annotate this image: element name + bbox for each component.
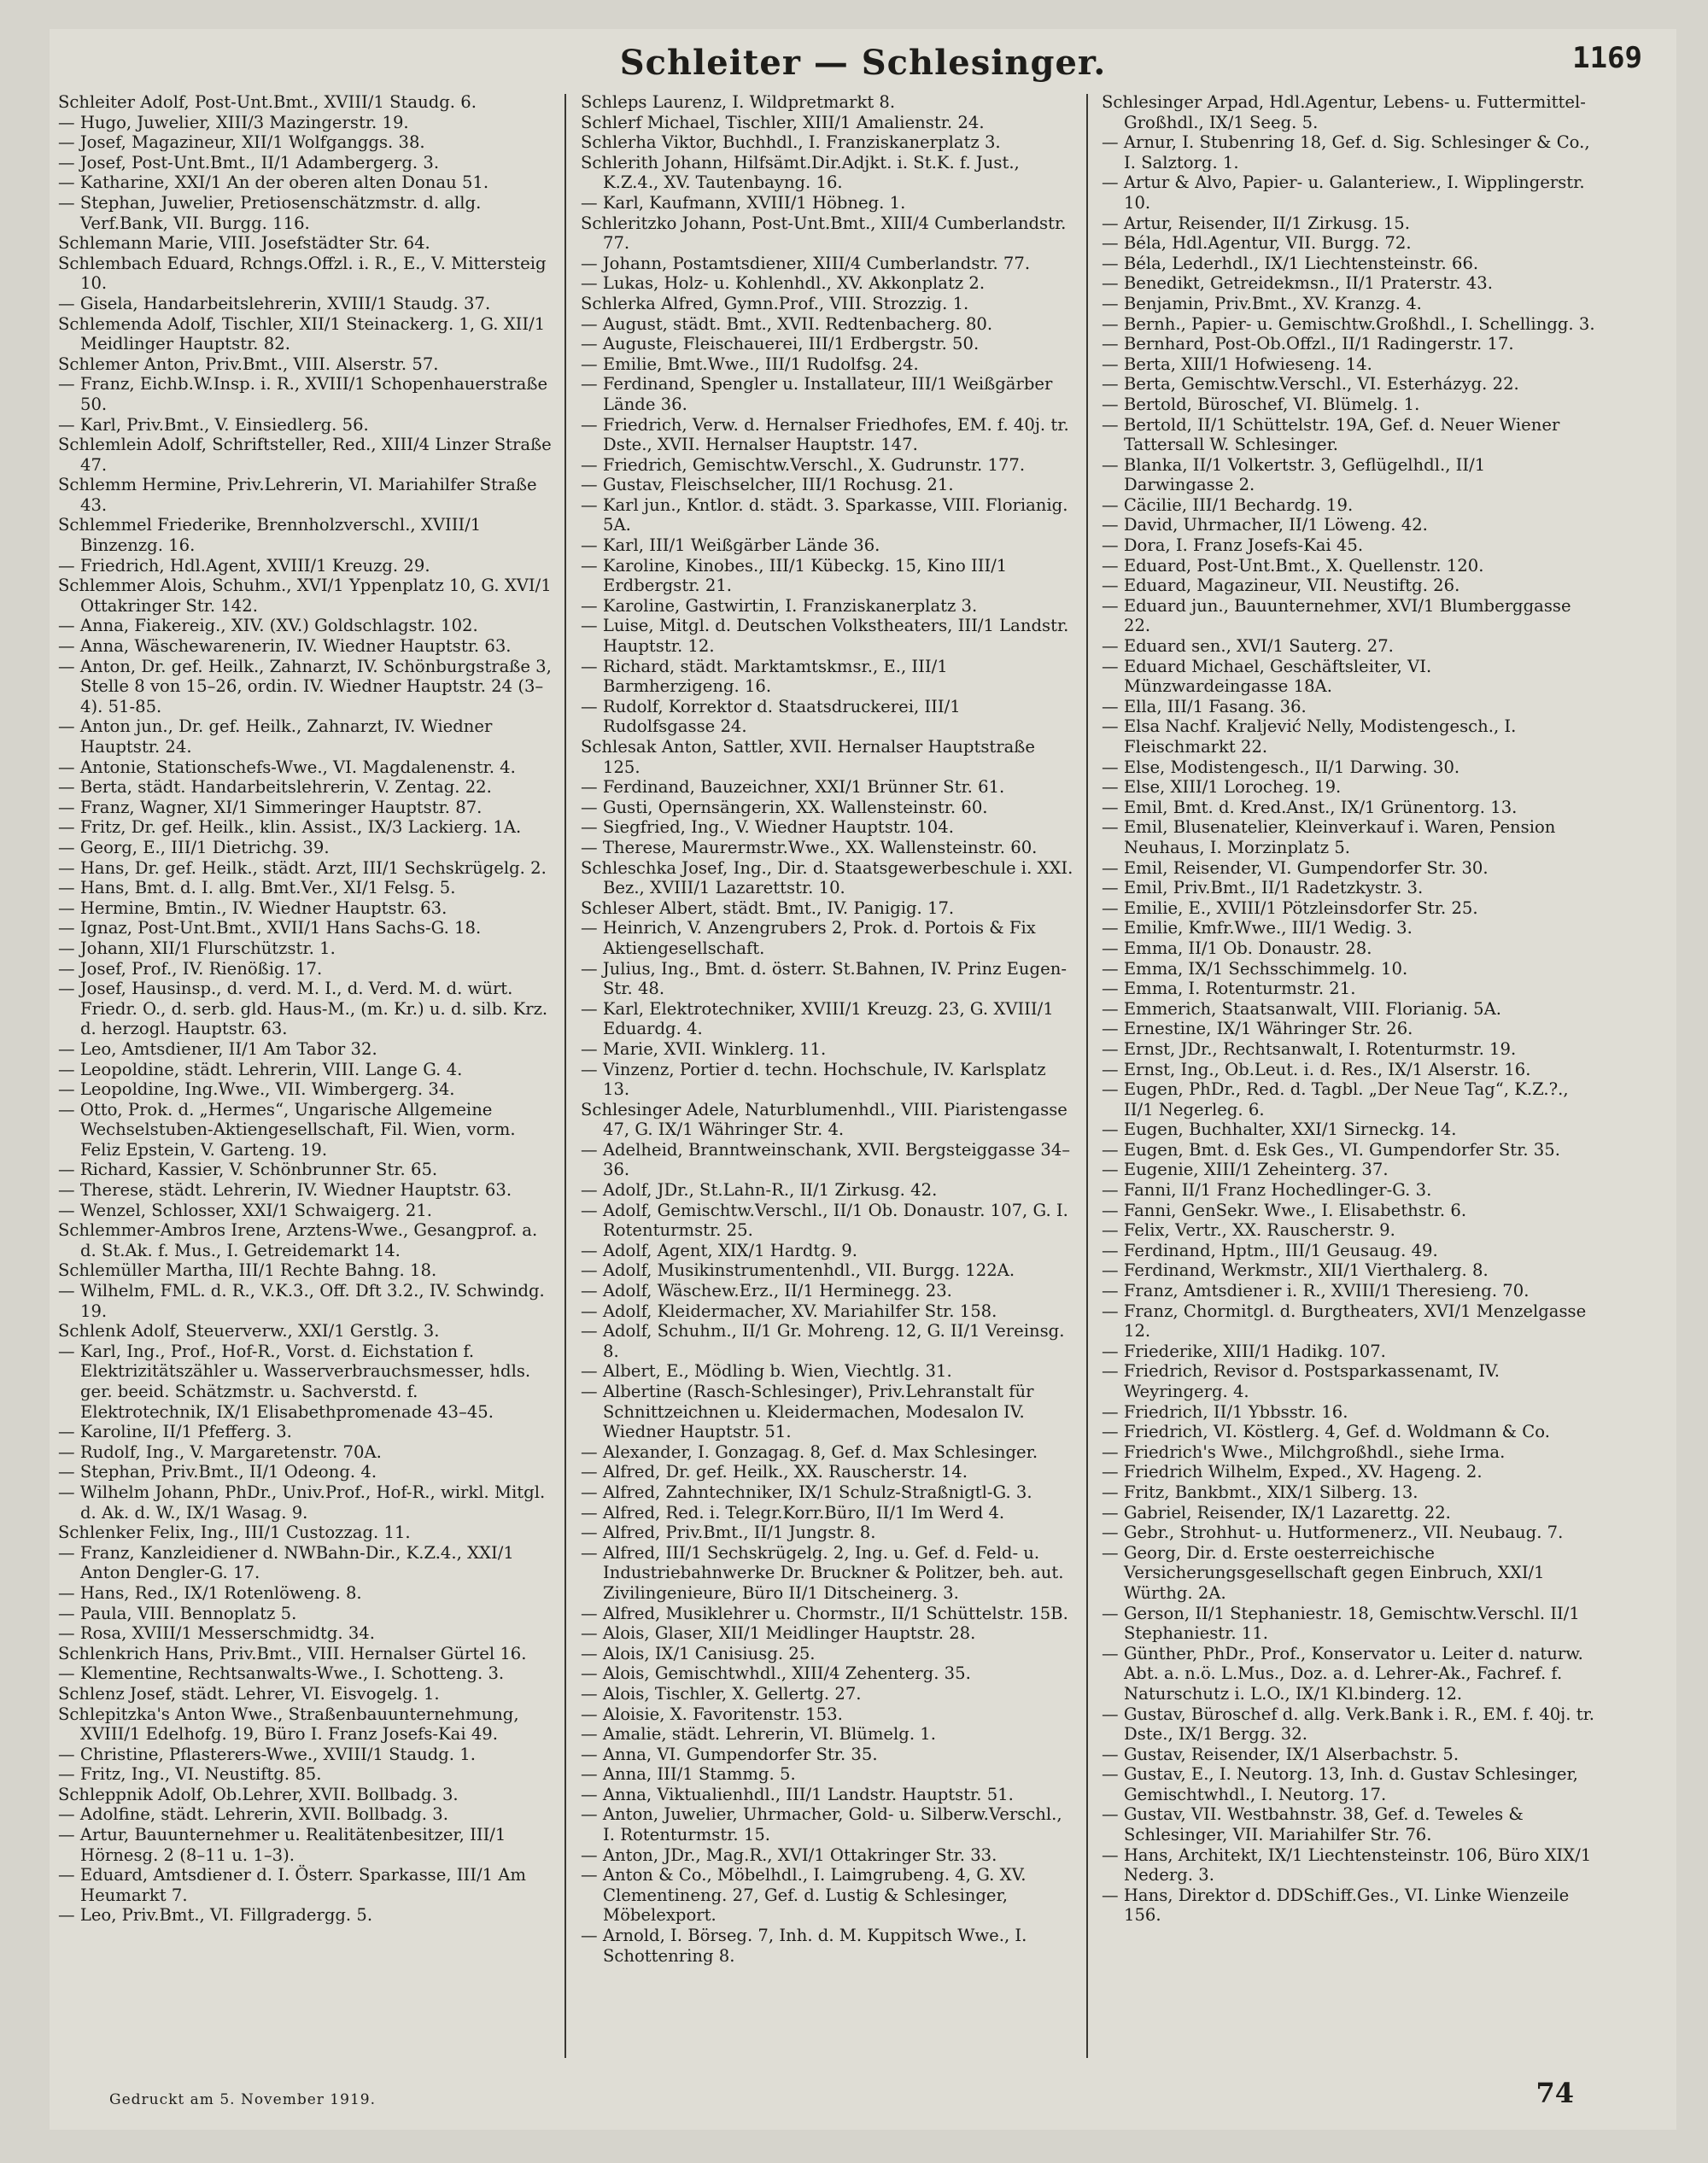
directory-entry: — Artur, Reisender, II/1 Zirkusg. 15. (1102, 213, 1410, 233)
directory-entry: — Gusti, Opernsängerin, XX. Wallensteinstr. 60. (581, 797, 988, 817)
directory-entry: — Emil, Blusenatelier, Kleinverkauf i. Waren, Pension Neuhaus, I. Morzinplatz 5. (1102, 817, 1556, 857)
directory-entry: — Johann, Postamtsdiener, XIII/4 Cumberlandstr. 77. (581, 253, 1031, 273)
directory-entry: Schleppnik Adolf, Ob.Lehrer, XVII. Bollbadg. 3. (58, 1784, 459, 1804)
directory-entry: — Anna, Wäschewarenerin, IV. Wiedner Hauptstr. 63. (58, 636, 512, 657)
directory-entry: — Arnur, I. Stubenring 18, Gef. d. Sig. Schlesinger & Co., I. Salztorg. 1. (1102, 132, 1590, 172)
directory-entry: — Richard, städt. Marktamtskmsr., E., III/1 Barmherzigeng. 16. (581, 656, 948, 697)
directory-entry: — Wilhelm Johann, PhDr., Univ.Prof., Hof-R., wirkl. Mitgl. d. Ak. d. W., IX/1 Wasag. 9. (58, 1482, 546, 1523)
directory-entry: Schlemm Hermine, Priv.Lehrerin, VI. Mariahilfer Straße 43. (58, 475, 537, 515)
directory-entry: — Anton, Juwelier, Uhrmacher, Gold- u. Silberw.Verschl., I. Rotenturmstr. 15. (581, 1804, 1062, 1845)
directory-entry: — David, Uhrmacher, II/1 Löweng. 42. (1102, 515, 1428, 535)
directory-entry: — Friedrich, VI. Köstlerg. 4, Gef. d. Woldmann & Co. (1102, 1422, 1550, 1442)
page-number: 1169 (1572, 41, 1642, 75)
directory-entry: — Franz, Wagner, XI/1 Simmeringer Hauptstr. 87. (58, 797, 483, 817)
directory-entry: — Fritz, Dr. gef. Heilk., klin. Assist., IX/3 Lackierg. 1A. (58, 817, 522, 838)
page-header (50, 38, 1676, 89)
directory-entry: — Leo, Priv.Bmt., VI. Fillgradergg. 5. (58, 1905, 373, 1926)
directory-entry: — Eduard, Magazineur, VII. Neustiftg. 26. (1102, 576, 1460, 596)
directory-entry: — Ernst, Ing., Ob.Leut. i. d. Res., IX/1 Alserstr. 16. (1102, 1059, 1531, 1079)
directory-entry: — Eugen, Buchhalter, XXI/1 Sirneckg. 14. (1102, 1119, 1457, 1140)
directory-entry: Schlemmel Friederike, Brennholzverschl., XVIII/1 Binzenzg. 16. (58, 515, 482, 556)
directory-entry: — Friedrich, Hdl.Agent, XVIII/1 Kreuzg. 29. (58, 555, 430, 576)
directory-entry: — Ella, III/1 Fasang. 36. (1102, 696, 1307, 716)
directory-column-1 (58, 92, 553, 1926)
directory-entry: Schlenker Felix, Ing., III/1 Custozzag. 11. (58, 1523, 411, 1543)
directory-entry: — Adolf, Wäschew.Erz., II/1 Herminegg. 23. (581, 1281, 952, 1301)
directory-entry: — Wilhelm, FML. d. R., V.K.3., Off. Dft 3.2., IV. Schwindg. 19. (58, 1281, 545, 1321)
directory-entry: — Gustav, VII. Westbahnstr. 38, Gef. d. Teweles & Schlesinger, VII. Mariahilfer Str. 76. (1102, 1804, 1524, 1845)
directory-entry: — Anna, III/1 Stammg. 5. (581, 1764, 796, 1785)
directory-entry: — Adolf, Kleidermacher, XV. Mariahilfer Str. 158. (581, 1301, 997, 1321)
directory-entry: — Ferdinand, Bauzeichner, XXI/1 Brünner Str. 61. (581, 777, 1005, 798)
column-divider (564, 94, 566, 2058)
directory-entry: — Emmerich, Staatsanwalt, VIII. Florianig. 5A. (1102, 998, 1502, 1019)
directory-entry: — Fanni, II/1 Franz Hochedlinger-G. 3. (1102, 1180, 1432, 1201)
directory-entry: — Dora, I. Franz Josefs-Kai 45. (1102, 535, 1364, 556)
directory-entry: — Fritz, Ing., VI. Neustiftg. 85. (58, 1764, 322, 1785)
directory-entry: Schlembach Eduard, Rchngs.Offzl. i. R., E., V. Mittersteig 10. (58, 253, 547, 294)
directory-entry: — Anton, JDr., Mag.R., XVI/1 Ottakringer Str. 33. (581, 1844, 997, 1865)
directory-column-3 (1102, 92, 1597, 1926)
directory-entry: — Georg, Dir. d. Erste oesterreichische Versicherungsgesellschaft gegen Einbruch, XXI/1 Würthg. 2A. (1102, 1542, 1545, 1603)
directory-entry: — Hugo, Juwelier, XIII/3 Mazingerstr. 19. (58, 112, 409, 132)
directory-entry: Schlerith Johann, Hilfsämt.Dir.Adjkt. i. St.K. f. Just., K.Z.4., XV. Tautenbayng. 16. (581, 152, 1020, 193)
directory-page (50, 29, 1676, 2130)
directory-entry: Schlemenda Adolf, Tischler, XII/1 Steinackerg. 1, G. XII/1 Meidlinger Hauptstr. 82. (58, 313, 546, 354)
directory-entry: — Eduard jun., Bauunternehmer, XVI/1 Blumberggasse 22. (1102, 595, 1571, 636)
directory-entry: — Gabriel, Reisender, IX/1 Lazarettg. 22. (1102, 1502, 1451, 1523)
directory-entry: — Marie, XVII. Winklerg. 11. (581, 1038, 827, 1059)
directory-entry: Schlesinger Arpad, Hdl.Agentur, Lebens- u. Futtermittel-Großhdl., IX/1 Seeg. 5. (1102, 92, 1586, 132)
directory-entry: — Ferdinand, Hptm., III/1 Geusaug. 49. (1102, 1240, 1438, 1260)
directory-entry: — Artur & Alvo, Papier- u. Galanteriew., I. Wipplingerstr. 10. (1102, 172, 1585, 213)
directory-entry: — Gustav, Büroschef d. allg. Verk.Bank i. R., EM. f. 40j. tr. Dste., IX/1 Bergg. 32. (1102, 1704, 1595, 1745)
directory-entry: — Karl, Ing., Prof., Hof-R., Vorst. d. Eichstation f. Elektrizitätszähler u. Wasserverbrauchsmesser, hdls. ger. beeid. Schätzmstr. u. Sachverstd. f. Elektrotechnik, IX/1 Elisabethpromenade 43–45. (58, 1341, 531, 1422)
directory-entry: — Hans, Architekt, IX/1 Liechtensteinstr. 106, Büro XIX/1 Nederg. 3. (1102, 1844, 1592, 1885)
directory-entry: — Hans, Red., IX/1 Rotenlöweng. 8. (58, 1582, 362, 1603)
directory-entry: — Friedrich, Revisor d. Postsparkassenamt, IV. Weyringerg. 4. (1102, 1361, 1500, 1401)
directory-entry: — August, städt. Bmt., XVII. Redtenbacherg. 80. (581, 313, 993, 334)
directory-entry: — Hans, Bmt. d. I. allg. Bmt.Ver., XI/1 Felsg. 5. (58, 878, 456, 898)
directory-entry: — Therese, Maurermstr.Wwe., XX. Wallensteinstr. 60. (581, 837, 1038, 857)
directory-entry: — Hans, Direktor d. DDSchiff.Ges., VI. Linke Wienzeile 156. (1102, 1885, 1570, 1926)
directory-entry: — Artur, Bauunternehmer u. Realitätenbesitzer, III/1 Hörnesg. 2 (8–11 u. 1–3). (58, 1825, 506, 1865)
directory-entry: — Leo, Amtsdiener, II/1 Am Tabor 32. (58, 1038, 377, 1059)
directory-entry: — Alfred, Dr. gef. Heilk., XX. Rauscherstr. 14. (581, 1462, 968, 1482)
directory-entry: Schlenkrich Hans, Priv.Bmt., VIII. Hernalser Gürtel 16. (58, 1643, 527, 1663)
directory-entry: — Gustav, E., I. Neutorg. 13, Inh. d. Gustav Schlesinger, Gemischtwhdl., I. Neutorg. 17. (1102, 1764, 1578, 1804)
directory-entry: Schlerha Viktor, Buchhdl., I. Franziskanerplatz 3. (581, 132, 1001, 153)
directory-entry: — Eugen, PhDr., Red. d. Tagbl. „Der Neue Tag“, K.Z.?., II/1 Negerleg. 6. (1102, 1079, 1569, 1119)
directory-entry: — Karl, Kaufmann, XVIII/1 Höbneg. 1. (581, 192, 906, 213)
directory-entry: — Alfred, Red. i. Telegr.Korr.Büro, II/1 Im Werd 4. (581, 1502, 1005, 1523)
directory-entry: — Karl, Elektrotechniker, XVIII/1 Kreuzg. 23, G. XVIII/1 Eduardg. 4. (581, 998, 1054, 1039)
directory-entry: — Ferdinand, Spengler u. Installateur, III/1 Weißgärber Lände 36. (581, 374, 1053, 414)
sheet-number: 74 (1535, 2077, 1574, 2109)
directory-entry: — Antonie, Stationschefs-Wwe., VI. Magdalenenstr. 4. (58, 757, 516, 777)
directory-entry: Schleser Albert, städt. Bmt., IV. Panigig. 17. (581, 897, 955, 918)
directory-entry: — Rudolf, Korrektor d. Staatsdruckerei, III/1 Rudolfsgasse 24. (581, 696, 961, 737)
directory-entry: — Cäcilie, III/1 Bechardg. 19. (1102, 494, 1354, 515)
directory-entry: — Friedrich, II/1 Ybbsstr. 16. (1102, 1401, 1348, 1422)
directory-entry: — Johann, XII/1 Flurschützstr. 1. (58, 938, 336, 958)
directory-entry: — Eugen, Bmt. d. Esk Ges., VI. Gumpendorfer Str. 35. (1102, 1139, 1560, 1160)
directory-entry: — Paula, VIII. Bennoplatz 5. (58, 1603, 297, 1623)
directory-entry: — Emil, Priv.Bmt., II/1 Radetzkystr. 3. (1102, 878, 1424, 898)
directory-entry: — Gerson, II/1 Stephaniestr. 18, Gemischtw.Verschl. II/1 Stephaniestr. 11. (1102, 1603, 1580, 1644)
directory-entry: — Karoline, Kinobes., III/1 Kübeckg. 15, Kino III/1 Erdbergstr. 21. (581, 555, 1008, 596)
directory-entry: — Bernhard, Post-Ob.Offzl., II/1 Radingerstr. 17. (1102, 334, 1514, 354)
directory-entry: — Else, XIII/1 Lorocheg. 19. (1102, 777, 1342, 798)
directory-entry: — Josef, Hausinsp., d. verd. M. I., d. Verd. M. d. würt. Friedr. O., d. serb. gld. Haus-M., (m. Kr.) u. d. silb. Krz. d. herzogl. Hauptstr. 63. (58, 979, 548, 1039)
directory-entry: — Hermine, Bmtin., IV. Wiedner Hauptstr. 63. (58, 897, 447, 918)
directory-entry: — Alfred, III/1 Sechskrügelg. 2, Ing. u. Gef. d. Feld- u. Industriebahnwerke Dr. Bruckner & Politzer, beh. aut. Zivilingenieure, Büro II/1 Ditscheinerg. 3. (581, 1542, 1064, 1603)
directory-entry: — Karoline, Gastwirtin, I. Franziskanerplatz 3. (581, 595, 978, 616)
directory-entry: — Blanka, II/1 Volkertstr. 3, Geflügelhdl., II/1 Darwingasse 2. (1102, 454, 1486, 495)
directory-entry: Schleiter Adolf, Post-Unt.Bmt., XVIII/1 Staudg. 6. (58, 92, 477, 112)
directory-entry: — Amalie, städt. Lehrerin, VI. Blümelg. 1. (581, 1724, 936, 1745)
directory-entry: — Alois, Tischler, X. Gellertg. 27. (581, 1683, 862, 1704)
directory-entry: — Katharine, XXI/1 An der oberen alten Donau 51. (58, 172, 489, 193)
directory-entry: — Benedikt, Getreidekmsn., II/1 Praterstr. 43. (1102, 273, 1493, 294)
directory-entry: — Bertold, II/1 Schüttelstr. 19A, Gef. d. Neuer Wiener Tattersall W. Schlesinger. (1102, 414, 1560, 455)
directory-entry: — Stephan, Priv.Bmt., II/1 Odeong. 4. (58, 1462, 377, 1482)
directory-entry: — Emma, II/1 Ob. Donaustr. 28. (1102, 938, 1372, 958)
directory-entry: — Friederike, XIII/1 Hadikg. 107. (1102, 1341, 1386, 1361)
directory-entry: — Rosa, XVIII/1 Messerschmidtg. 34. (58, 1623, 375, 1644)
directory-entry: — Alfred, Zahntechniker, IX/1 Schulz-Straßnigtl-G. 3. (581, 1482, 1032, 1502)
directory-entry: — Josef, Post-Unt.Bmt., II/1 Adambergerg. 3. (58, 152, 440, 172)
running-head: Schleiter — Schlesinger. (619, 43, 1107, 83)
directory-entry: — Vinzenz, Portier d. techn. Hochschule, IV. Karlsplatz 13. (581, 1059, 1046, 1100)
directory-entry: — Wenzel, Schlosser, XXI/1 Schwaigerg. 21. (58, 1200, 433, 1220)
directory-entry: Schlemmer-Ambros Irene, Arztens-Wwe., Gesangprof. a. d. St.Ak. f. Mus., I. Getreidemarkt 14. (58, 1220, 538, 1260)
directory-entry: — Alois, Gemischtwhdl., XIII/4 Zehenterg. 35. (581, 1663, 971, 1684)
directory-entry: Schleritzko Johann, Post-Unt.Bmt., XIII/4 Cumberlandstr. 77. (581, 213, 1067, 254)
directory-entry: — Hans, Dr. gef. Heilk., städt. Arzt, III/1 Sechskrügelg. 2. (58, 857, 547, 878)
directory-entry: — Eduard, Amtsdiener d. I. Österr. Sparkasse, III/1 Am Heumarkt 7. (58, 1865, 527, 1905)
directory-entry: — Berta, Gemischtw.Verschl., VI. Esterházyg. 22. (1102, 374, 1519, 395)
directory-entry: — Siegfried, Ing., V. Wiedner Hauptstr. 104. (581, 817, 954, 838)
directory-entry: Schlerf Michael, Tischler, XIII/1 Amalienstr. 24. (581, 112, 985, 132)
directory-entry: — Adolf, JDr., St.Lahn-R., II/1 Zirkusg. 42. (581, 1180, 938, 1201)
directory-entry: Schlerka Alfred, Gymn.Prof., VIII. Strozzig. 1. (581, 293, 969, 313)
directory-entry: — Franz, Eichb.W.Insp. i. R., XVIII/1 Schopenhauerstraße 50. (58, 374, 548, 414)
directory-entry: — Adelheid, Branntweinschank, XVII. Bergsteiggasse 34–36. (581, 1139, 1071, 1180)
directory-entry: — Luise, Mitgl. d. Deutschen Volkstheaters, III/1 Landstr. Hauptstr. 12. (581, 616, 1069, 657)
directory-entry: — Fritz, Bankbmt., XIX/1 Silberg. 13. (1102, 1482, 1418, 1502)
directory-entry: — Benjamin, Priv.Bmt., XV. Kranzg. 4. (1102, 293, 1422, 313)
directory-entry: — Fanni, GenSekr. Wwe., I. Elisabethstr. 6. (1102, 1200, 1467, 1220)
directory-entry: — Elsa Nachf. Kraljević Nelly, Modistengesch., I. Fleischmarkt 22. (1102, 716, 1517, 757)
directory-entry: — Emilie, Bmt.Wwe., III/1 Rudolfsg. 24. (581, 354, 919, 374)
directory-entry: — Karl, III/1 Weißgärber Lände 36. (581, 535, 880, 556)
directory-entry: — Günther, PhDr., Prof., Konservator u. Leiter d. naturw. Abt. a. n.ö. L.Mus., Doz. a. d. Lehrer-Ak., Fachref. f. Naturschutz i. L.O., IX/1 Kl.binderg. 12. (1102, 1643, 1583, 1704)
directory-entry: — Anton & Co., Möbelhdl., I. Laimgrubeng. 4, G. XV. Clementineng. 27, Gef. d. Lustig & Schlesinger, Möbelexport. (581, 1865, 1027, 1926)
directory-entry: — Franz, Chormitgl. d. Burgtheaters, XVI/1 Menzelgasse 12. (1102, 1301, 1587, 1342)
column-divider (1086, 94, 1088, 2058)
directory-entry: — Friedrich Wilhelm, Exped., XV. Hageng. 2. (1102, 1462, 1483, 1482)
directory-entry: — Béla, Hdl.Agentur, VII. Burgg. 72. (1102, 233, 1412, 254)
directory-entry: — Anna, Viktualienhdl., III/1 Landstr. Hauptstr. 51. (581, 1784, 1014, 1804)
directory-entry: — Berta, XIII/1 Hofwieseng. 14. (1102, 354, 1372, 374)
directory-entry: — Emilie, E., XVIII/1 Pötzleinsdorfer Str. 25. (1102, 897, 1478, 918)
directory-entry: — Bernh., Papier- u. Gemischtw.Großhdl., I. Schellingg. 3. (1102, 313, 1595, 334)
directory-column-2 (581, 92, 1076, 1966)
directory-entry: — Emilie, Kmfr.Wwe., III/1 Wedig. 3. (1102, 918, 1413, 938)
directory-entry: — Rudolf, Ing., V. Margaretenstr. 70A. (58, 1441, 382, 1462)
directory-entry: Schlepitzka's Anton Wwe., Straßenbauunternehmung, XVIII/1 Edelhofg. 19, Büro I. Franz Josefs-Kai 49. (58, 1704, 519, 1745)
directory-entry: — Ferdinand, Werkmstr., XII/1 Vierthalerg. 8. (1102, 1260, 1489, 1281)
directory-entry: — Gustav, Fleischselcher, III/1 Rochusg. 21. (581, 475, 954, 495)
directory-entry: — Arnold, I. Börseg. 7, Inh. d. M. Kuppitsch Wwe., I. Schottenring 8. (581, 1926, 1027, 1966)
directory-entry: — Friedrich's Wwe., Milchgroßhdl., siehe Irma. (1102, 1441, 1506, 1462)
directory-entry: — Georg, E., III/1 Dietrichg. 39. (58, 837, 330, 857)
directory-entry: — Gustav, Reisender, IX/1 Alserbachstr. 5. (1102, 1744, 1459, 1764)
directory-entry: — Therese, städt. Lehrerin, IV. Wiedner Hauptstr. 63. (58, 1180, 512, 1201)
directory-entry: — Eduard, Post-Unt.Bmt., X. Quellenstr. 120. (1102, 555, 1484, 576)
directory-entry: — Alois, Glaser, XII/1 Meidlinger Hauptstr. 28. (581, 1623, 976, 1644)
directory-entry: — Bertold, Büroschef, VI. Blümelg. 1. (1102, 394, 1420, 414)
directory-entry: — Emma, IX/1 Sechsschimmelg. 10. (1102, 958, 1408, 979)
directory-entry: — Friedrich, Verw. d. Hernalser Friedhofes, EM. f. 40j. tr. Dste., XVII. Hernalser Hauptstr. 147. (581, 414, 1069, 455)
directory-entry: — Franz, Amtsdiener i. R., XVIII/1 Theresieng. 70. (1102, 1281, 1530, 1301)
directory-entry: Schleps Laurenz, I. Wildpretmarkt 8. (581, 92, 896, 112)
directory-entry: — Adolf, Gemischtw.Verschl., II/1 Ob. Donaustr. 107, G. I. Rotenturmstr. 25. (581, 1200, 1068, 1241)
directory-entry: — Eduard sen., XVI/1 Sauterg. 27. (1102, 636, 1394, 657)
directory-entry: — Karoline, II/1 Pfefferg. 3. (58, 1422, 292, 1442)
directory-entry: — Christine, Pflasterers-Wwe., XVIII/1 Staudg. 1. (58, 1744, 476, 1764)
directory-entry: — Josef, Magazineur, XII/1 Wolfganggs. 38. (58, 132, 425, 153)
directory-entry: Schlenk Adolf, Steuerverw., XXI/1 Gerstlg. 3. (58, 1321, 440, 1342)
directory-entry: — Emma, I. Rotenturmstr. 21. (1102, 979, 1356, 999)
directory-entry: Schlemer Anton, Priv.Bmt., VIII. Alserstr. 57. (58, 354, 439, 374)
directory-entry: — Ernestine, IX/1 Währinger Str. 26. (1102, 1019, 1413, 1039)
directory-entry: — Adolfine, städt. Lehrerin, XVII. Bollbadg. 3. (58, 1804, 448, 1825)
directory-entry: — Klementine, Rechtsanwalts-Wwe., I. Schotteng. 3. (58, 1663, 505, 1684)
directory-entry: — Leopoldine, städt. Lehrerin, VIII. Lange G. 4. (58, 1059, 463, 1079)
directory-entry: — Adolf, Agent, XIX/1 Hardtg. 9. (581, 1240, 858, 1260)
directory-entry: — Anton jun., Dr. gef. Heilk., Zahnarzt, IV. Wiedner Hauptstr. 24. (58, 716, 493, 757)
directory-entry: — Adolf, Musikinstrumentenhdl., VII. Burgg. 122A. (581, 1260, 1015, 1281)
directory-entry: — Gisela, Handarbeitslehrerin, XVIII/1 Staudg. 37. (58, 293, 491, 313)
directory-entry: — Franz, Kanzleidiener d. NWBahn-Dir., K.Z.4., XXI/1 Anton Dengler-G. 17. (58, 1542, 514, 1583)
directory-entry: — Otto, Prok. d. „Hermes“, Ungarische Allgemeine Wechselstuben-Aktiengesellschaft, Fil. Wien, vorm. Feliz Epstein, V. Garteng. 19. (58, 1099, 516, 1160)
directory-entry: — Eugenie, XIII/1 Zeheinterg. 37. (1102, 1160, 1389, 1180)
directory-entry: — Béla, Lederhdl., IX/1 Liechtensteinstr. 66. (1102, 253, 1479, 273)
directory-entry: — Alois, IX/1 Canisiusg. 25. (581, 1643, 816, 1663)
directory-entry: — Alfred, Priv.Bmt., II/1 Jungstr. 8. (581, 1523, 876, 1543)
directory-entry: Schleschka Josef, Ing., Dir. d. Staatsgewerbeschule i. XXI. Bez., XVIII/1 Lazarettstr. 10. (581, 857, 1073, 898)
directory-entry: — Albert, E., Mödling b. Wien, Viechtlg. 31. (581, 1361, 952, 1382)
directory-entry: Schlemlein Adolf, Schriftsteller, Red., XIII/4 Linzer Straße 47. (58, 435, 552, 475)
print-date-note: Gedruckt am 5. November 1919. (109, 2091, 376, 2108)
directory-entry: — Josef, Prof., IV. Rienößig. 17. (58, 958, 323, 979)
directory-entry: — Leopoldine, Ing.Wwe., VII. Wimbergerg. 34. (58, 1079, 455, 1100)
directory-entry: — Adolf, Schuhm., II/1 Gr. Mohreng. 12, G. II/1 Vereinsg. 8. (581, 1321, 1065, 1361)
directory-entry: — Anton, Dr. gef. Heilk., Zahnarzt, IV. Schönburgstraße 3, Stelle 8 von 15–26, ordin. IV. Wiedner Hauptstr. 24 (3–4). 51-85. (58, 656, 552, 716)
directory-entry: — Emil, Bmt. d. Kred.Anst., IX/1 Grünentorg. 13. (1102, 797, 1518, 817)
directory-entry: — Ernst, JDr., Rechtsanwalt, I. Rotenturmstr. 19. (1102, 1038, 1517, 1059)
directory-entry: Schlemüller Martha, III/1 Rechte Bahng. 18. (58, 1260, 437, 1281)
directory-entry: — Richard, Kassier, V. Schönbrunner Str. 65. (58, 1160, 438, 1180)
directory-entry: — Stephan, Juwelier, Pretiosenschätzmstr. d. allg. Verf.Bank, VII. Burgg. 116. (58, 192, 482, 233)
directory-entry: — Heinrich, V. Anzengrubers 2, Prok. d. Portois & Fix Aktiengesellschaft. (581, 918, 1036, 958)
directory-entry: — Else, Modistengesch., II/1 Darwing. 30. (1102, 757, 1460, 777)
directory-entry: — Karl, Priv.Bmt., V. Einsiedlerg. 56. (58, 414, 369, 435)
directory-entry: — Albertine (Rasch-Schlesinger), Priv.Lehranstalt für Schnittzeichnen u. Kleidermachen, Modesalon IV. Wiedner Hauptstr. 51. (581, 1382, 1034, 1442)
directory-entry: Schlesinger Adele, Naturblumenhdl., VIII. Piaristengasse 47, G. IX/1 Währinger Str. 4. (581, 1099, 1068, 1140)
directory-entry: — Ignaz, Post-Unt.Bmt., XVII/1 Hans Sachs-G. 18. (58, 918, 482, 938)
directory-entry: Schlenz Josef, städt. Lehrer, VI. Eisvogelg. 1. (58, 1683, 440, 1704)
directory-entry: — Emil, Reisender, VI. Gumpendorfer Str. 30. (1102, 857, 1489, 878)
directory-entry: — Alexander, I. Gonzagag. 8, Gef. d. Max Schlesinger. (581, 1441, 1038, 1462)
directory-entry: Schlemann Marie, VIII. Josefstädter Str. 64. (58, 233, 430, 254)
directory-entry: — Eduard Michael, Geschäftsleiter, VI. Münzwardeingasse 18A. (1102, 656, 1432, 697)
directory-entry: — Lukas, Holz- u. Kohlenhdl., XV. Akkonplatz 2. (581, 273, 986, 294)
directory-entry: Schlesak Anton, Sattler, XVII. Hernalser Hauptstraße 125. (581, 737, 1035, 777)
directory-entry: — Berta, städt. Handarbeitslehrerin, V. Zentag. 22. (58, 777, 492, 798)
directory-entry: — Auguste, Fleischauerei, III/1 Erdbergstr. 50. (581, 334, 980, 354)
directory-entry: — Felix, Vertr., XX. Rauscherstr. 9. (1102, 1220, 1395, 1241)
directory-entry: — Karl jun., Kntlor. d. städt. 3. Sparkasse, VIII. Florianig. 5A. (581, 494, 1068, 535)
directory-entry: — Julius, Ing., Bmt. d. österr. St.Bahnen, IV. Prinz Eugen-Str. 48. (581, 958, 1067, 999)
directory-entry: — Anna, VI. Gumpendorfer Str. 35. (581, 1744, 878, 1764)
directory-entry: — Alfred, Musiklehrer u. Chormstr., II/1 Schüttelstr. 15B. (581, 1603, 1068, 1623)
directory-entry: — Friedrich, Gemischtw.Verschl., X. Gudrunstr. 177. (581, 454, 1026, 475)
directory-entry: — Gebr., Strohhut- u. Hutformenerz., VII. Neubaug. 7. (1102, 1523, 1564, 1543)
directory-entry: — Aloisie, X. Favoritenstr. 153. (581, 1704, 843, 1724)
directory-entry: Schlemmer Alois, Schuhm., XVI/1 Yppenplatz 10, G. XVI/1 Ottakringer Str. 142. (58, 576, 552, 616)
directory-entry: — Anna, Fiakereig., XIV. (XV.) Goldschlagstr. 102. (58, 616, 478, 636)
